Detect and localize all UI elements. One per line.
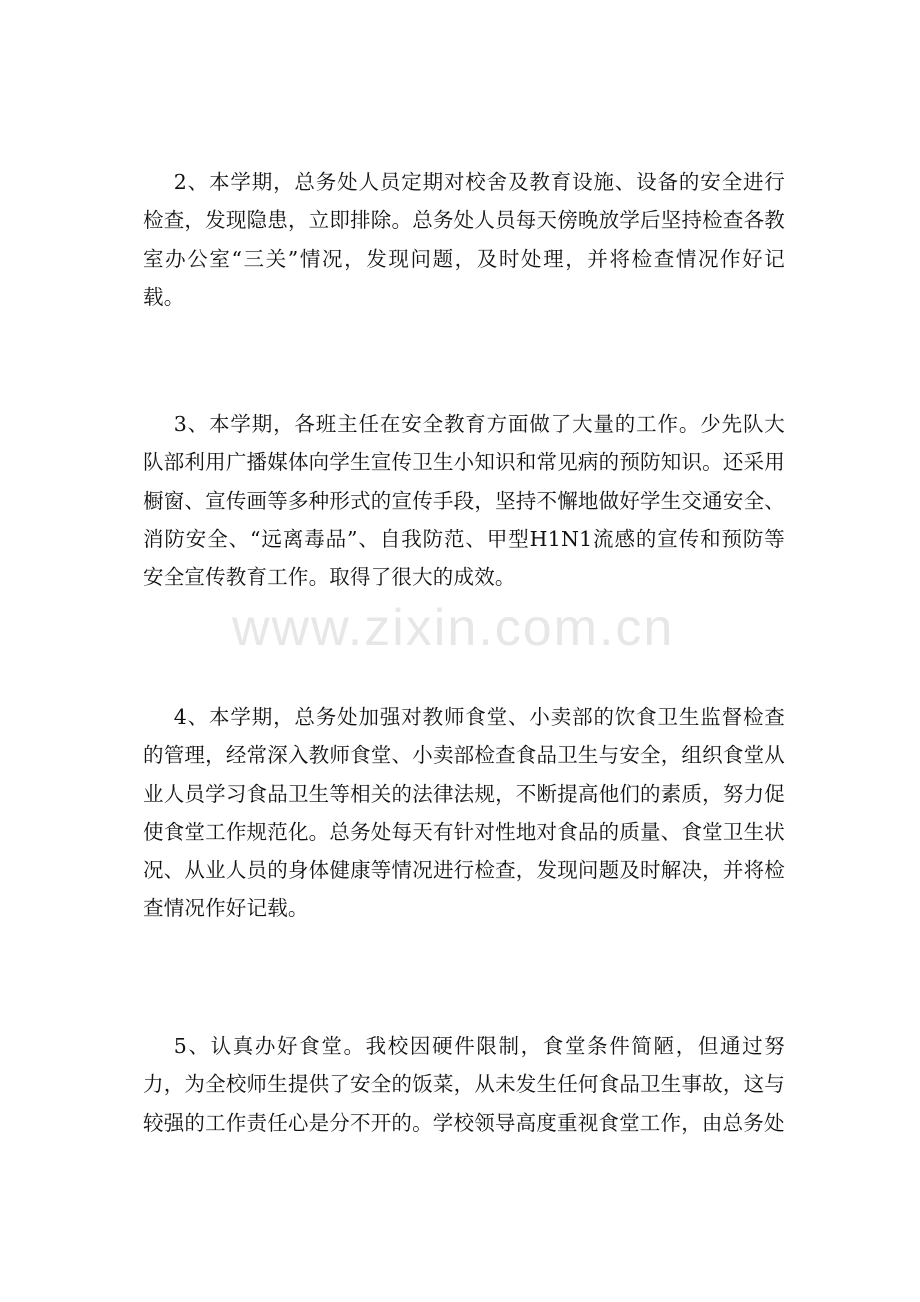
- paragraph-3: 3、本学期，各班主任在安全教育方面做了大量的工作。少先队大队部利用广播媒体向学生宣传卫生小知识和常见病的预防知识。还采用橱窗、宣传画等多种形式的宣传手段，坚持不懈地做好学生交通安全、消防安全、“远离毒品”、自我防范、甲型H1N1流感的宣传和预防等安全宣传教育工作。取得了很大的成效。: [143, 412, 785, 590]
- watermark: www.zixin.com.cn: [232, 599, 675, 657]
- paragraph-2: 2、本学期，总务处人员定期对校舍及教育设施、设备的安全进行检查，发现隐患，立即排除。总务处人员每天傍晚放学后坚持检查各教室办公室“三关”情况，发现问题，及时处理，并将检查情况作好记载。: [143, 170, 785, 309]
- paragraph-4: 4、本学期，总务处加强对教师食堂、小卖部的饮食卫生监督检查的管理，经常深入教师食堂、小卖部检查食品卫生与安全，组织食堂从业人员学习食品卫生等相关的法律法规，不断提高他们的素质，努力促使食堂工作规范化。总务处每天有针对性地对食品的质量、食堂卫生状况、从业人员的身体健康等情况进行检查，发现问题及时解决，并将检查情况作好记载。: [143, 705, 785, 921]
- paragraph-5: 5、认真办好食堂。我校因硬件限制，食堂条件简陋，但通过努力，为全校师生提供了安全的饭菜，从未发生任何食品卫生事故，这与较强的工作责任心是分不开的。学校领导高度重视食堂工作，由总务处: [143, 1034, 785, 1135]
